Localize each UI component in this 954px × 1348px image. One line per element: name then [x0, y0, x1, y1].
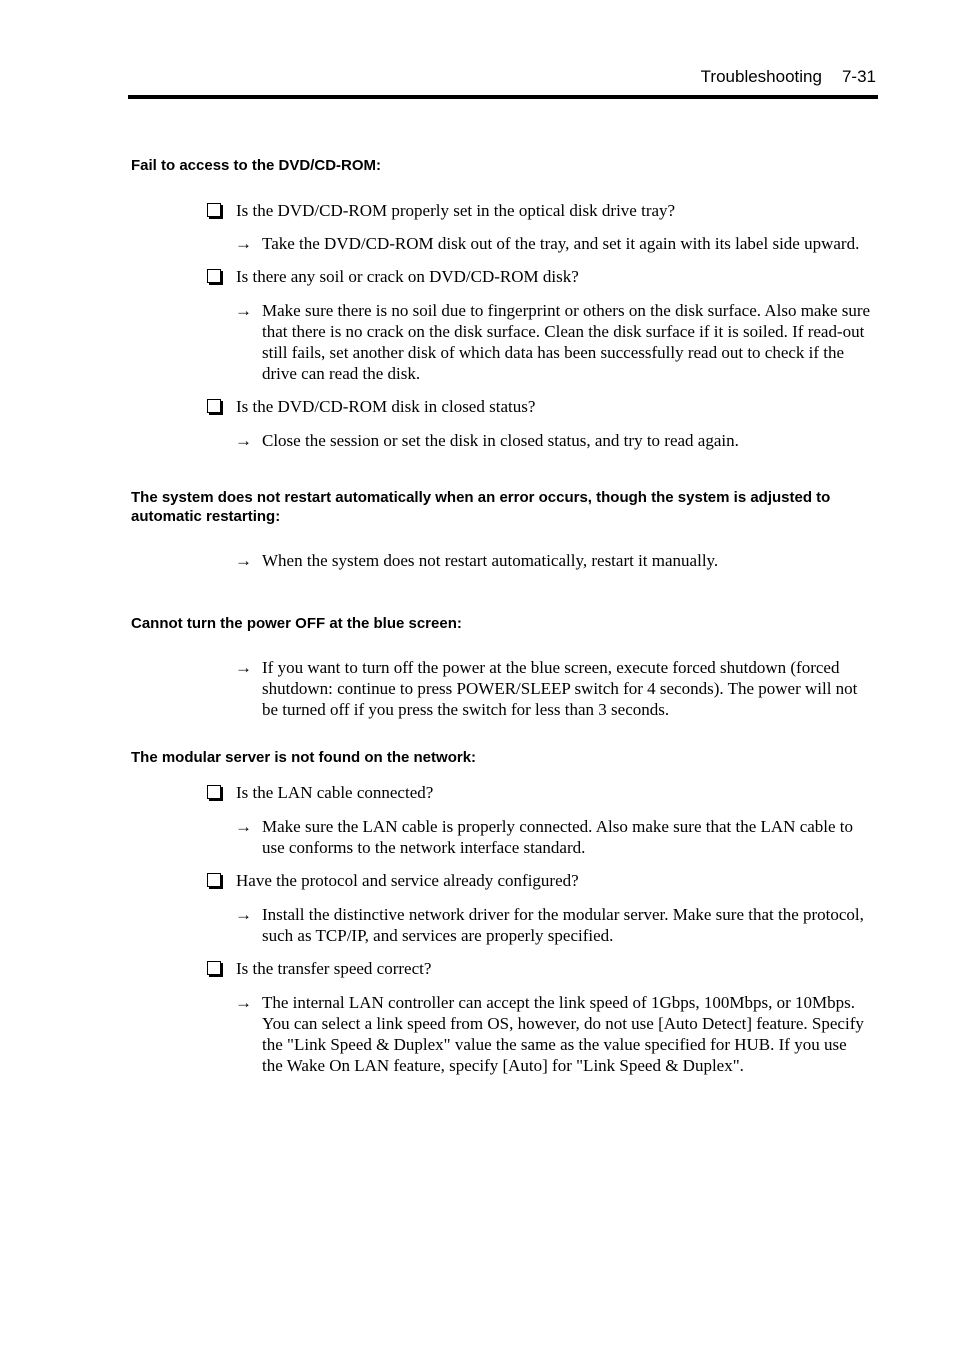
arrow-icon: →: [235, 551, 252, 570]
answer-item: [131, 550, 871, 571]
question-item: [131, 782, 871, 803]
question-item: [131, 200, 871, 221]
question-text: Is the DVD/CD-ROM disk in closed status?: [236, 397, 536, 416]
section-heading: Fail to access to the DVD/CD-ROM:: [131, 157, 382, 174]
arrow-icon: →: [235, 817, 252, 836]
answer-item: [131, 992, 871, 1076]
section-heading: Cannot turn the power OFF at the blue screen:: [131, 615, 462, 632]
page-header: [0, 66, 876, 88]
arrow-icon: →: [235, 234, 252, 253]
checkbox-icon: [207, 873, 221, 887]
header-rule: [128, 95, 878, 99]
arrow-icon: →: [235, 905, 252, 924]
answer-item: [131, 233, 871, 254]
arrow-icon: →: [235, 431, 252, 450]
question-text: Is the transfer speed correct?: [236, 959, 432, 978]
answer-text: Install the distinctive network driver for the modular server. Make sure that the protocol, such as TCP/IP, and services are properly specified.: [262, 905, 864, 945]
section-heading: The modular server is not found on the network:: [131, 749, 477, 766]
checkbox-icon: [207, 203, 221, 217]
arrow-icon: →: [235, 993, 252, 1012]
arrow-icon: →: [235, 301, 252, 320]
checkbox-icon: [207, 961, 221, 975]
header-section-title: Troubleshooting: [700, 67, 822, 86]
checkbox-icon: [207, 785, 221, 799]
question-text: Is the LAN cable connected?: [236, 783, 434, 802]
question-item: [131, 958, 871, 979]
question-text: Have the protocol and service already configured?: [236, 871, 579, 890]
question-item: [131, 396, 871, 417]
page-content: [131, 156, 871, 1076]
answer-text: When the system does not restart automatically, restart it manually.: [262, 551, 719, 570]
answer-text: Close the session or set the disk in closed status, and try to read again.: [262, 431, 739, 450]
question-text: Is there any soil or crack on DVD/CD-ROM disk?: [236, 267, 579, 286]
answer-item: [131, 904, 871, 946]
header-page-number: 7-31: [841, 67, 876, 86]
answer-item: [131, 300, 871, 384]
answer-text: If you want to turn off the power at the blue screen, execute forced shutdown (forced shutdown: continue to press POWER/SLEEP switch for 4 seconds). The power will not be turned off if you press the switch for less than 3 seconds.: [262, 658, 858, 719]
question-item: [131, 266, 871, 287]
answer-text: The internal LAN controller can accept the link speed of 1Gbps, 100Mbps, or 10Mbps. You can select a link speed from OS, however, do not use [Auto Detect] feature. Specify the "Link Speed & Duplex" value the same as the value specified for HUB. If you use the Wake On LAN feature, specify [Auto] for "Link Speed & Duplex".: [262, 993, 864, 1075]
answer-item: [131, 816, 871, 858]
answer-item: [131, 430, 871, 451]
checkbox-icon: [207, 399, 221, 413]
answer-text: Take the DVD/CD-ROM disk out of the tray, and set it again with its label side upward.: [262, 234, 860, 253]
answer-text: Make sure there is no soil due to fingerprint or others on the disk surface. Also make sure that there is no crack on the disk surface. Clean the disk surface if it is soiled. If read-out still fails, set another disk of which data has been successfully read out to check if the drive can read the disk.: [262, 301, 871, 383]
answer-item: [131, 657, 871, 720]
question-item: [131, 870, 871, 891]
arrow-icon: →: [235, 658, 252, 677]
checkbox-icon: [207, 269, 221, 283]
question-text: Is the DVD/CD-ROM properly set in the optical disk drive tray?: [236, 201, 676, 220]
answer-text: Make sure the LAN cable is properly connected. Also make sure that the LAN cable to use conforms to the network interface standard.: [262, 817, 854, 857]
section-heading: The system does not restart automatically when an error occurs, though the system is adjusted to automatic restarting:: [131, 489, 831, 525]
